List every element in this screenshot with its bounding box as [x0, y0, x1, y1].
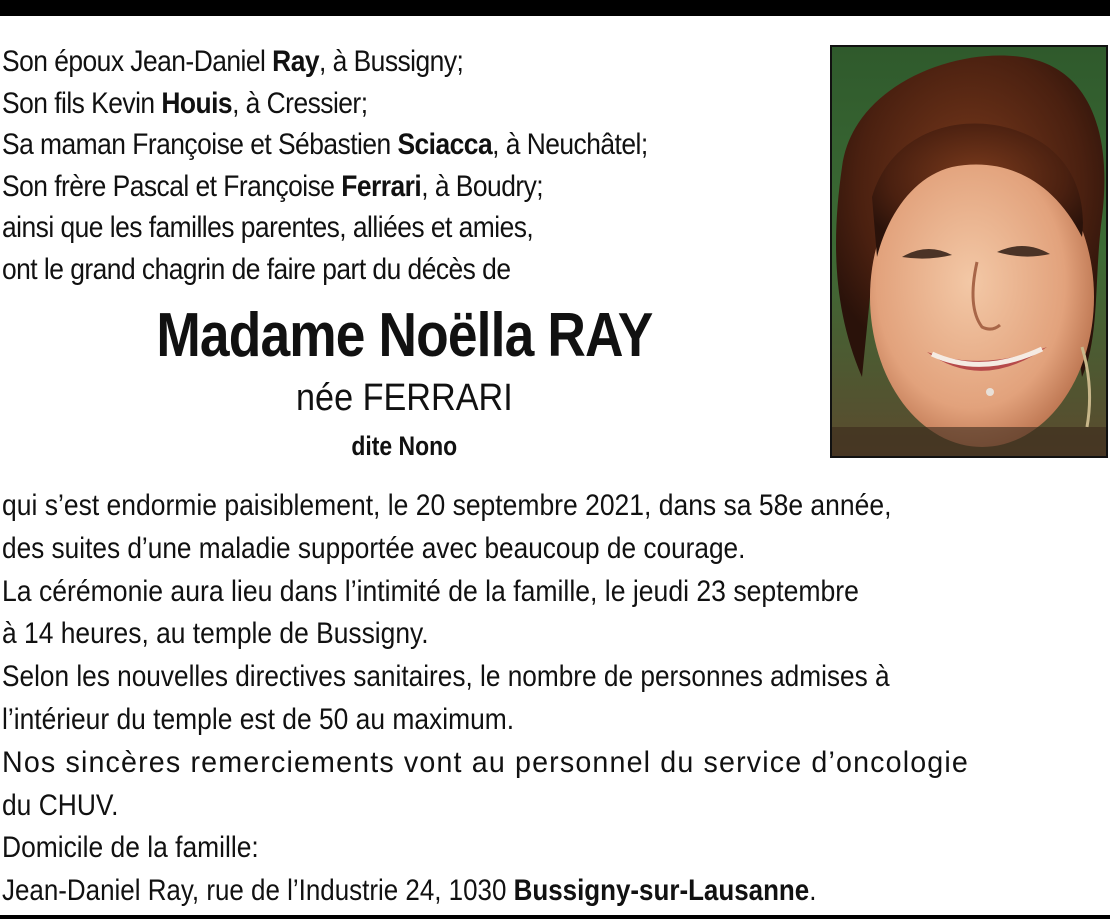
bottom-rule	[0, 915, 1110, 919]
body-line: l’intérieur du temple est de 50 au maximum.	[2, 702, 515, 736]
body-line: Jean-Daniel Ray, rue de l’Industrie 24, 1030 Bussigny-sur-Lausanne.	[2, 874, 817, 908]
family-line: Son époux Jean-Daniel Ray, à Bussigny;	[2, 45, 464, 78]
body-line: La cérémonie aura lieu dans l’intimité de la famille, le jeudi 23 septembre	[2, 574, 859, 608]
body-line: des suites d’une maladie supportée avec beaucoup de courage.	[2, 531, 746, 565]
portrait-photo	[830, 45, 1108, 458]
body-line: qui s’est endormie paisiblement, le 20 septembre 2021, dans sa 58e année,	[2, 489, 892, 522]
top-rule	[0, 0, 1110, 16]
family-line: ont le grand chagrin de faire part du décès de	[2, 252, 511, 286]
body-line: Domicile de la famille:	[2, 831, 259, 865]
family-line: Sa maman Françoise et Sébastien Sciacca, à Neuchâtel;	[2, 128, 648, 161]
portrait-image	[832, 47, 1106, 456]
family-list	[2, 41, 719, 290]
announcement-body	[2, 485, 1108, 913]
body-line: Nos sincères remerciements vont au personnel du service d’oncologie	[2, 745, 969, 779]
family-line: Son fils Kevin Houis, à Cressier;	[2, 86, 368, 120]
maiden-name: née FERRARI	[295, 377, 513, 419]
body-line: Selon les nouvelles directives sanitaires, le nombre de personnes admises à	[2, 660, 890, 694]
family-line: ainsi que les familles parentes, alliées et amies,	[2, 211, 534, 244]
family-line: Son frère Pascal et Françoise Ferrari, à Boudry;	[2, 169, 544, 203]
body-line: à 14 heures, au temple de Bussigny.	[2, 617, 429, 651]
nickname: dite Nono	[351, 431, 457, 461]
deceased-name: Madame Noëlla RAY	[155, 301, 653, 370]
body-line: du CHUV.	[2, 788, 119, 822]
